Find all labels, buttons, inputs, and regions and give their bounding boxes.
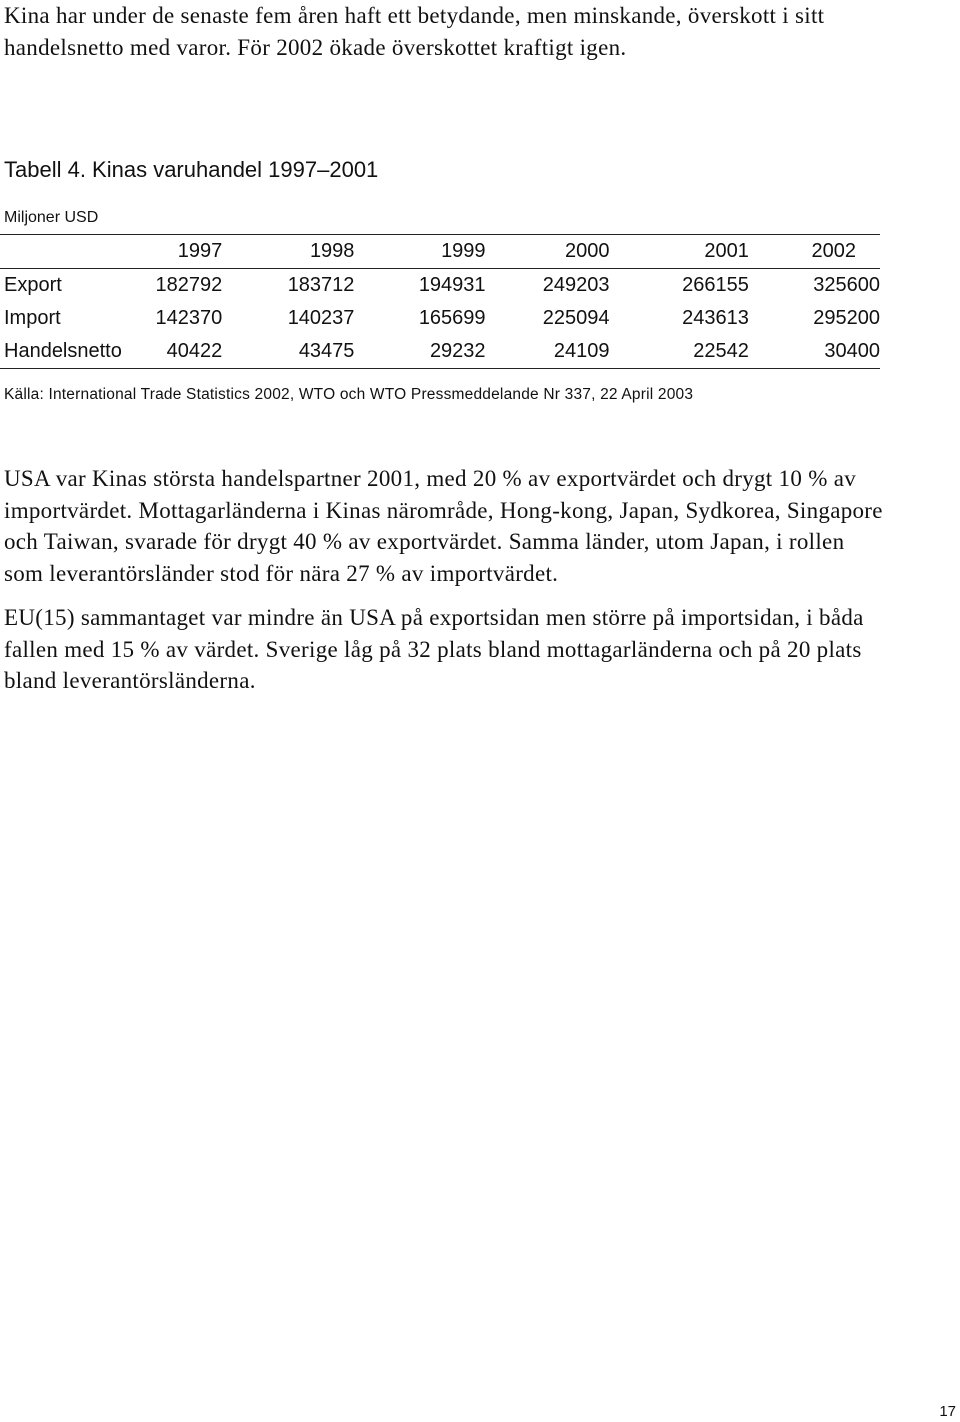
table-row-handelsnetto bbox=[0, 335, 880, 369]
year-header: 1997 bbox=[177, 240, 223, 262]
table-cell: 194931 bbox=[418, 274, 486, 296]
table-cell: 24109 bbox=[553, 340, 610, 362]
row-label: Export bbox=[4, 274, 62, 296]
page-number: 17 bbox=[939, 1403, 956, 1420]
table-cell: 243613 bbox=[682, 307, 749, 329]
table-cell: 165699 bbox=[418, 307, 486, 329]
intro-paragraph: Kina har under de senaste fem åren haft ett betydande, men minskande, överskott i sitt handelsnetto med varor. För 2002 ökade överskottet kraftigt igen. bbox=[4, 3, 825, 60]
table-row-export bbox=[0, 269, 880, 303]
table-cell: 249203 bbox=[542, 274, 610, 296]
table-cell: 183712 bbox=[287, 274, 355, 296]
table-cell: 22542 bbox=[693, 340, 749, 362]
row-label: Import bbox=[4, 307, 61, 329]
table-cell: 30400 bbox=[824, 340, 880, 362]
year-header: 2000 bbox=[565, 240, 610, 262]
table-row-import bbox=[0, 302, 880, 335]
table-cell: 43475 bbox=[298, 340, 355, 362]
table-unit: Miljoner USD bbox=[4, 209, 99, 226]
table-cell: 295200 bbox=[813, 307, 880, 329]
body-paragraph: EU(15) sammantaget var mindre än USA på exportsidan men större på importsidan, i båda fallen med 15 % av värdet. Sverige låg på 32 plats bland mottagarländerna och på 20 plats bland leverantörsländerna. bbox=[4, 605, 864, 693]
table-title: Tabell 4. Kinas varuhandel 1997–2001 bbox=[4, 157, 379, 182]
year-header: 2001 bbox=[704, 240, 749, 262]
row-label: Handelsnetto bbox=[4, 340, 122, 362]
table-cell: 225094 bbox=[542, 307, 610, 329]
year-header: 1999 bbox=[441, 240, 486, 262]
table-cell: 140237 bbox=[287, 307, 355, 329]
table-cell: 29232 bbox=[429, 340, 486, 362]
table-cell: 142370 bbox=[155, 307, 223, 329]
year-header: 1998 bbox=[309, 240, 355, 262]
body-text bbox=[4, 463, 884, 710]
table-cell: 266155 bbox=[682, 274, 749, 296]
year-header: 2002 bbox=[811, 240, 856, 262]
header-label-cell bbox=[0, 235, 143, 269]
table-source: Källa: International Trade Statistics 2002, WTO och WTO Pressmeddelande Nr 337, 22 April 2003 bbox=[4, 386, 694, 403]
body-paragraph: USA var Kinas största handelspartner 2001, med 20 % av exportvärdet och drygt 10 % av importvärdet. Mottagarländerna i Kinas närområde, Hong-kong, Japan, Sydkorea, Singapore och Taiwan, svarade för drygt 40 % av exportvärdet. Samma länder, utom Japan, i rollen som leverantörsländer stod för nära 27 % av importvärdet. bbox=[4, 466, 883, 586]
table-cell: 40422 bbox=[166, 340, 223, 362]
trade-table bbox=[0, 234, 880, 369]
table-header-row bbox=[0, 235, 880, 269]
table-cell: 325600 bbox=[813, 274, 880, 296]
table-cell: 182792 bbox=[155, 274, 223, 296]
